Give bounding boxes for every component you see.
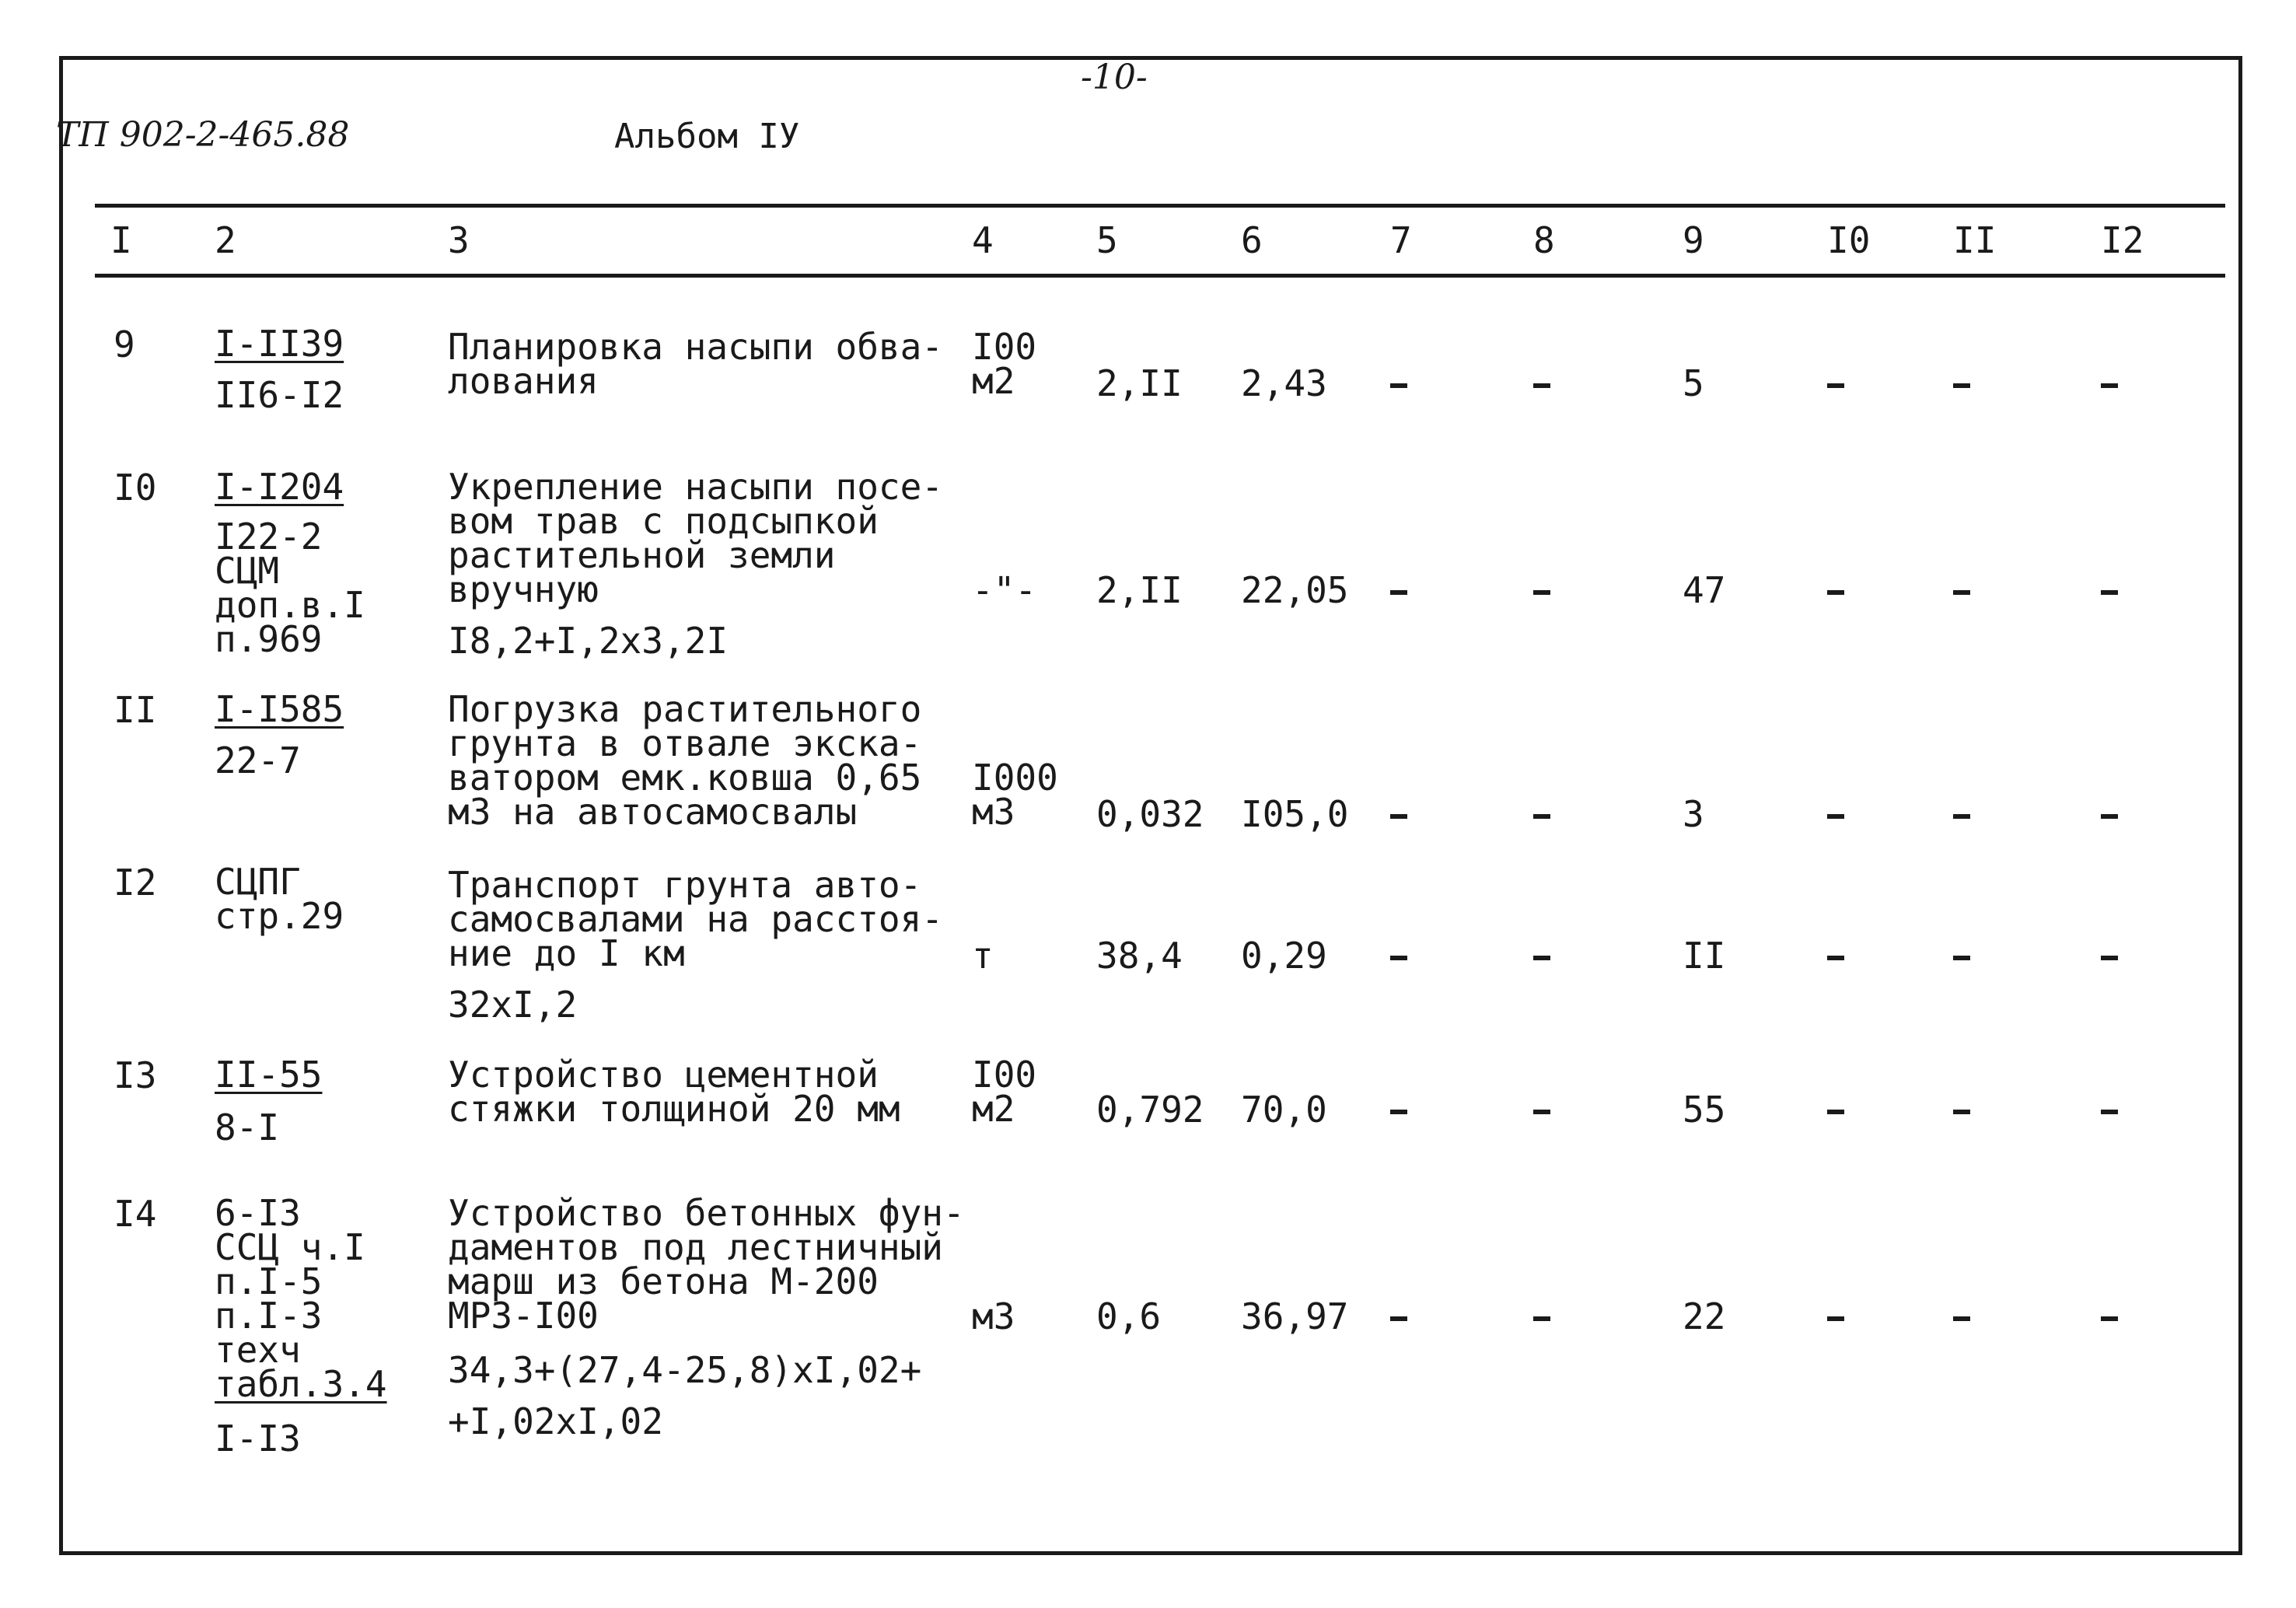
unit-price: 22,05 xyxy=(1241,569,1349,611)
work-description-line: МРЗ-I00 xyxy=(448,1295,599,1337)
col-header-12: I2 xyxy=(2101,219,2144,261)
empty-dash xyxy=(1533,1316,1550,1321)
work-description-line: м3 на автосамосвалы xyxy=(448,791,858,833)
col-header-8: 8 xyxy=(1533,219,1555,261)
work-description-line: самосвалами на расстоя- xyxy=(448,898,943,940)
unit-line: I000 xyxy=(972,757,1058,799)
album-title: Альбом IУ xyxy=(614,117,800,156)
row-number: I3 xyxy=(114,1054,157,1096)
col-header-10: I0 xyxy=(1827,219,1871,261)
unit-price: 0,29 xyxy=(1241,935,1327,977)
work-description-line: ватором емк.ковша 0,65 xyxy=(448,757,922,799)
unit-line: I00 xyxy=(972,326,1037,368)
document-code: ТП 902-2-465.88 xyxy=(56,115,350,155)
empty-dash xyxy=(2101,1110,2118,1114)
col-header-3: 3 xyxy=(448,219,470,261)
norm-code: II-55 xyxy=(215,1054,323,1096)
empty-dash xyxy=(1533,956,1550,960)
norm-code-line: 6-I3 xyxy=(215,1192,301,1234)
work-description-line: Погрузка растительного xyxy=(448,688,922,730)
row-number: I2 xyxy=(114,862,157,904)
norm-code-line: п.969 xyxy=(215,618,323,660)
norm-code-line: I22-2 xyxy=(215,516,323,558)
empty-dash xyxy=(1827,383,1844,388)
row-number: II xyxy=(114,689,157,731)
norm-code-line: ССЦ ч.I xyxy=(215,1226,365,1268)
empty-dash xyxy=(1533,814,1550,819)
norm-code-line: табл.3.4 xyxy=(215,1363,387,1405)
col-header-2: 2 xyxy=(215,219,236,261)
work-description-line: Укрепление насыпи посе- xyxy=(448,466,943,508)
work-description-line: даментов под лестничный xyxy=(448,1226,943,1268)
unit-price: I05,0 xyxy=(1241,793,1349,835)
empty-dash xyxy=(2101,956,2118,960)
norm-code-line: п.I-5 xyxy=(215,1260,323,1302)
row-number: 9 xyxy=(114,323,135,365)
unit-ditto: -"- xyxy=(972,569,1037,611)
work-description-line: стяжки толщиной 20 мм xyxy=(448,1088,900,1130)
work-description-line: растительной земли xyxy=(448,534,836,576)
col9-value: 22 xyxy=(1683,1295,1726,1337)
header-top-rule xyxy=(95,204,2225,208)
empty-dash xyxy=(2101,814,2118,819)
empty-dash xyxy=(1953,590,1970,595)
empty-dash xyxy=(1390,1316,1407,1321)
work-description-line: лования xyxy=(448,360,599,402)
empty-dash xyxy=(1953,956,1970,960)
empty-dash xyxy=(1827,814,1844,819)
work-description-line: вом трав с подсыпкой xyxy=(448,500,879,542)
unit: м3 xyxy=(972,1295,1015,1337)
unit-price: 2,43 xyxy=(1241,362,1327,404)
norm-code: I-II39 xyxy=(215,323,344,365)
norm-code-line: 22-7 xyxy=(215,739,301,781)
row-number: I4 xyxy=(114,1193,157,1235)
row-number: I0 xyxy=(114,467,157,509)
empty-dash xyxy=(1827,956,1844,960)
empty-dash xyxy=(1953,1110,1970,1114)
empty-dash xyxy=(1533,383,1550,388)
col-header-9: 9 xyxy=(1683,219,1704,261)
norm-code-line: доп.в.I xyxy=(215,584,365,626)
quantity: 38,4 xyxy=(1096,935,1183,977)
empty-dash xyxy=(1953,1316,1970,1321)
calculation-formula: 32хI,2 xyxy=(448,984,578,1026)
header-bottom-rule xyxy=(95,274,2225,278)
empty-dash xyxy=(2101,383,2118,388)
norm-code-line: стр.29 xyxy=(215,895,344,937)
col9-value: 5 xyxy=(1683,362,1704,404)
empty-dash xyxy=(1827,1316,1844,1321)
page-number: -10- xyxy=(1081,58,1148,97)
empty-dash xyxy=(1533,590,1550,595)
empty-dash xyxy=(1390,383,1407,388)
norm-code-line: II6-I2 xyxy=(215,374,344,416)
col9-value: 55 xyxy=(1683,1089,1726,1131)
empty-dash xyxy=(1390,956,1407,960)
work-description-line: грунта в отвале экска- xyxy=(448,722,922,764)
quantity: 0,6 xyxy=(1096,1295,1162,1337)
unit-price: 36,97 xyxy=(1241,1295,1349,1337)
unit-line: м3 xyxy=(972,791,1015,833)
empty-dash xyxy=(1390,814,1407,819)
col-header-7: 7 xyxy=(1390,219,1412,261)
col-header-6: 6 xyxy=(1241,219,1263,261)
col9-value: 3 xyxy=(1683,793,1704,835)
col-header-1: I xyxy=(110,219,132,261)
calculation-formula: 34,3+(27,4-25,8)хI,02+ xyxy=(448,1349,922,1391)
work-description-line: Планировка насыпи обва- xyxy=(448,326,943,368)
empty-dash xyxy=(1827,1110,1844,1114)
empty-dash xyxy=(1390,1110,1407,1114)
empty-dash xyxy=(1953,814,1970,819)
norm-code-line: СЦПГ xyxy=(215,861,301,903)
col9-value: II xyxy=(1683,935,1726,977)
col-header-4: 4 xyxy=(972,219,994,261)
col-header-11: II xyxy=(1953,219,1997,261)
empty-dash xyxy=(1827,590,1844,595)
empty-dash xyxy=(1953,383,1970,388)
empty-dash xyxy=(1390,590,1407,595)
quantity: 0,032 xyxy=(1096,793,1204,835)
col9-value: 47 xyxy=(1683,569,1726,611)
unit-line: I00 xyxy=(972,1054,1037,1096)
empty-dash xyxy=(1533,1110,1550,1114)
work-description-line: Устройство бетонных фун- xyxy=(448,1192,965,1234)
quantity: 2,II xyxy=(1096,569,1183,611)
norm-code-line: п.I-3 xyxy=(215,1295,323,1337)
empty-dash xyxy=(2101,1316,2118,1321)
norm-code-line: техч xyxy=(215,1329,301,1371)
quantity: 0,792 xyxy=(1096,1089,1204,1131)
col-header-5: 5 xyxy=(1096,219,1118,261)
norm-code: I-I204 xyxy=(215,466,344,508)
work-description-line: Устройство цементной xyxy=(448,1054,879,1096)
calculation-formula: I8,2+I,2х3,2I xyxy=(448,620,729,662)
unit-line: м2 xyxy=(972,1088,1015,1130)
unit-price: 70,0 xyxy=(1241,1089,1327,1131)
empty-dash xyxy=(2101,590,2118,595)
norm-code-line: СЦМ xyxy=(215,550,280,592)
norm-code-line: 8-I xyxy=(215,1106,280,1148)
norm-code: I-I585 xyxy=(215,688,344,730)
calculation-formula: +I,02хI,02 xyxy=(448,1400,663,1442)
work-description-line: марш из бетона М-200 xyxy=(448,1260,879,1302)
unit-line: м2 xyxy=(972,360,1015,402)
norm-code-line: I-I3 xyxy=(215,1417,301,1459)
work-description-line: ние до I км xyxy=(448,932,685,974)
work-description-line: Транспорт грунта авто- xyxy=(448,864,922,906)
unit: т xyxy=(972,935,994,977)
work-description-line: вручную xyxy=(448,568,599,610)
quantity: 2,II xyxy=(1096,362,1183,404)
